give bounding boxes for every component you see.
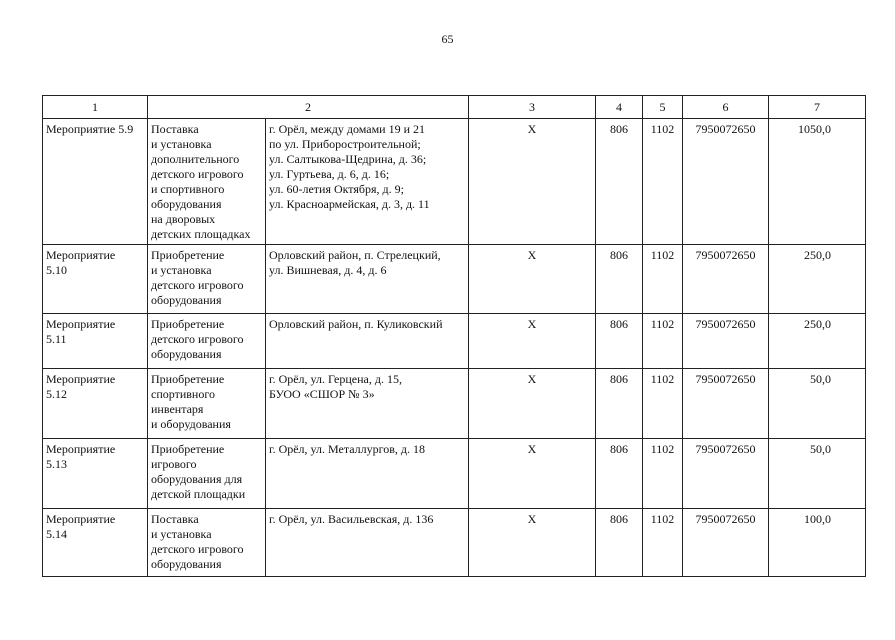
- col7-cell: [769, 314, 866, 369]
- address-text: г. Орёл, ул. Металлургов, д. 18: [269, 442, 426, 456]
- col3-value: Х: [527, 122, 537, 136]
- description-cell: [148, 369, 266, 439]
- description-cell: [148, 245, 266, 314]
- col5-cell: [643, 439, 683, 509]
- table-row: [43, 119, 866, 245]
- col6-cell: [683, 509, 769, 577]
- description-text: Поставка и установка детского игрового оборудования: [151, 512, 244, 571]
- address-cell: [266, 314, 469, 369]
- address-cell: [266, 509, 469, 577]
- description-cell: [148, 509, 266, 577]
- col5-cell: [643, 369, 683, 439]
- event-cell: [43, 509, 148, 577]
- col7-cell: [769, 245, 866, 314]
- col3-cell: [469, 119, 596, 245]
- col3-cell: [469, 439, 596, 509]
- header-col-7: 7: [769, 96, 866, 119]
- col4-cell: [596, 439, 643, 509]
- event-cell: [43, 369, 148, 439]
- col7-value: 250,0: [804, 248, 831, 262]
- header-col-4: 4: [596, 96, 643, 119]
- col7-value: 50,0: [810, 442, 831, 456]
- event-label: Мероприятие 5.12: [46, 372, 116, 401]
- col7-cell: [769, 509, 866, 577]
- header-col-5: 5: [643, 96, 683, 119]
- col6-value: 7950072650: [695, 248, 756, 262]
- col4-cell: [596, 314, 643, 369]
- col5-cell: [643, 119, 683, 245]
- address-cell: [266, 439, 469, 509]
- header-col-2: 2: [148, 96, 469, 119]
- header-col-3: 3: [469, 96, 596, 119]
- col3-value: Х: [527, 248, 537, 262]
- col4-value: 806: [610, 317, 628, 331]
- col4-value: 806: [610, 122, 628, 136]
- col4-cell: [596, 119, 643, 245]
- col7-cell: [769, 439, 866, 509]
- address-cell: [266, 369, 469, 439]
- event-label: Мероприятие 5.13: [46, 442, 116, 471]
- col4-cell: [596, 369, 643, 439]
- event-cell: [43, 245, 148, 314]
- col6-value: 7950072650: [695, 372, 756, 386]
- table-row: [43, 369, 866, 439]
- col7-value: 100,0: [804, 512, 831, 526]
- col3-cell: [469, 314, 596, 369]
- col5-value: 1102: [650, 442, 675, 456]
- header-row: [43, 96, 866, 119]
- col7-value: 1050,0: [798, 122, 831, 136]
- col5-cell: [643, 314, 683, 369]
- description-cell: [148, 314, 266, 369]
- header-col-1: 1: [43, 96, 148, 119]
- col5-cell: [643, 509, 683, 577]
- col6-cell: [683, 314, 769, 369]
- table-row: [43, 439, 866, 509]
- description-text: Приобретение спортивного инвентаря и оборудования: [151, 372, 231, 431]
- col4-value: 806: [610, 372, 628, 386]
- event-cell: [43, 439, 148, 509]
- address-text: г. Орёл, между домами 19 и 21 по ул. Приборостроительной; ул. Салтыкова-Щедрина, д. 36; ул. Гуртьева, д. 6, д. 16; ул. 60-летия Октября, д. 9; ул. Красноармейская, д. 3, д. 11: [269, 122, 430, 211]
- address-text: г. Орёл, ул. Герцена, д. 15, БУОО «СШОР № 3»: [269, 372, 402, 401]
- event-label: Мероприятие 5.11: [46, 317, 116, 346]
- col6-cell: [683, 119, 769, 245]
- description-text: Приобретение и установка детского игрового оборудования: [151, 248, 244, 307]
- col6-cell: [683, 439, 769, 509]
- col3-value: Х: [527, 317, 537, 331]
- page-number: 65: [441, 32, 454, 46]
- col7-cell: [769, 119, 866, 245]
- event-cell: [43, 119, 148, 245]
- col3-cell: [469, 369, 596, 439]
- col6-cell: [683, 245, 769, 314]
- col3-cell: [469, 509, 596, 577]
- col5-value: 1102: [650, 317, 675, 331]
- col3-value: Х: [527, 442, 537, 456]
- description-text: Приобретение детского игрового оборудования: [151, 317, 244, 361]
- address-text: Орловский район, п. Стрелецкий, ул. Вишневая, д. 4, д. 6: [269, 248, 441, 277]
- col5-value: 1102: [650, 248, 675, 262]
- col3-cell: [469, 245, 596, 314]
- col6-value: 7950072650: [695, 442, 756, 456]
- event-label: Мероприятие 5.10: [46, 248, 116, 277]
- description-cell: [148, 439, 266, 509]
- description-text: Поставка и установка дополнительного детского игрового и спортивного оборудования на дворовых детских площадках: [151, 122, 251, 241]
- col6-value: 7950072650: [695, 122, 756, 136]
- col7-value: 50,0: [810, 372, 831, 386]
- col6-cell: [683, 369, 769, 439]
- table-row: [43, 509, 866, 577]
- col7-cell: [769, 369, 866, 439]
- description-text: Приобретение игрового оборудования для детской площадки: [151, 442, 246, 501]
- address-text: Орловский район, п. Куликовский: [269, 317, 443, 331]
- col6-value: 7950072650: [695, 317, 756, 331]
- table-row: [43, 314, 866, 369]
- address-cell: [266, 245, 469, 314]
- col4-value: 806: [610, 442, 628, 456]
- col3-value: Х: [527, 512, 537, 526]
- col4-value: 806: [610, 512, 628, 526]
- description-cell: [148, 119, 266, 245]
- col5-value: 1102: [650, 512, 675, 526]
- address-cell: [266, 119, 469, 245]
- col4-value: 806: [610, 248, 628, 262]
- table-row: [43, 245, 866, 314]
- event-label: Мероприятие 5.9: [46, 122, 134, 136]
- col5-value: 1102: [650, 372, 675, 386]
- col4-cell: [596, 245, 643, 314]
- col6-value: 7950072650: [695, 512, 756, 526]
- header-col-6: 6: [683, 96, 769, 119]
- col5-value: 1102: [650, 122, 675, 136]
- measures-table: [42, 95, 866, 577]
- col3-value: Х: [527, 372, 537, 386]
- col4-cell: [596, 509, 643, 577]
- col5-cell: [643, 245, 683, 314]
- col7-value: 250,0: [804, 317, 831, 331]
- event-cell: [43, 314, 148, 369]
- event-label: Мероприятие 5.14: [46, 512, 116, 541]
- address-text: г. Орёл, ул. Васильевская, д. 136: [269, 512, 434, 526]
